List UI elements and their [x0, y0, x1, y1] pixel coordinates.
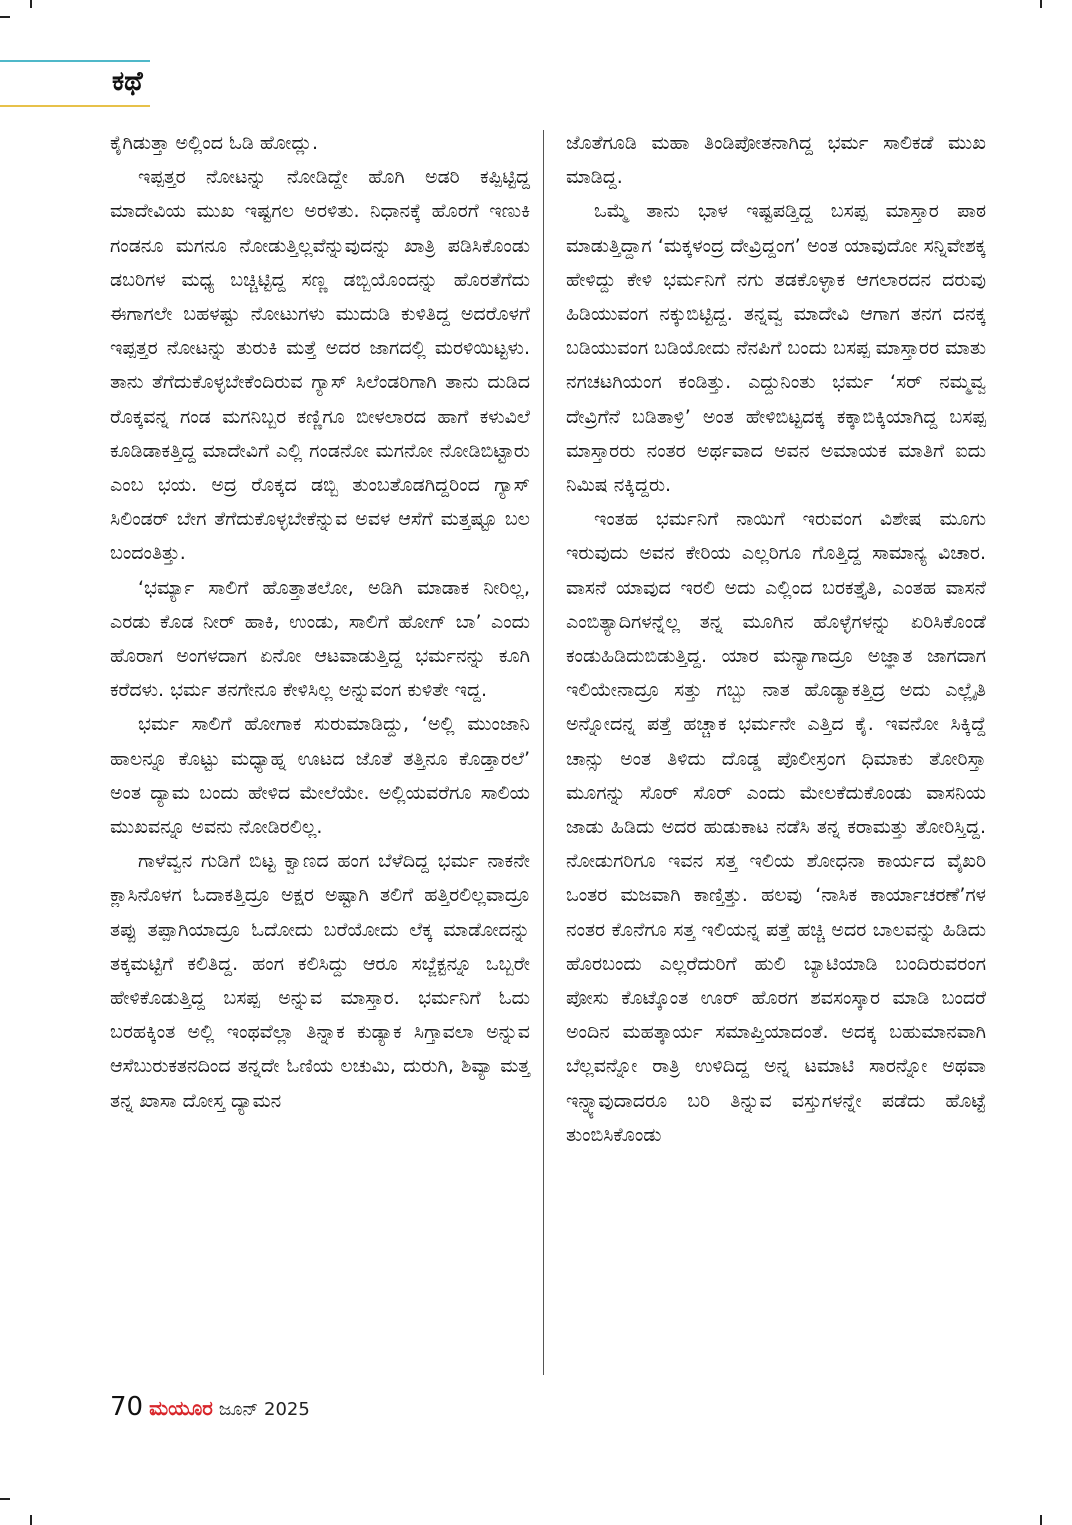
paragraph: ಇಂತಹ ಭರ್ಮನಿಗೆ ನಾಯಿಗೆ ಇರುವಂಗ ವಿಶೇಷ ಮೂಗು ಇರುವುದು ಅವನ ಕೇರಿಯ ಎಲ್ಲರಿಗೂ ಗೊತ್ತಿದ್ದ ಸಾಮಾನ್ಯ ವಿಚಾರ. ವಾಸನೆ ಯಾವುದ ಇರಲಿ ಅದು ಎಲ್ಲಿಂದ ಬರಕತ್ತೈತಿ, ಎಂತಹ ವಾಸನೆ ಎಂಬಿತ್ಯಾದಿಗಳನ್ನೆಲ್ಲ ತನ್ನ ಮೂಗಿನ ಹೊಳ್ಳೆಗಳನ್ನು ಏರಿಸಿಕೊಂಡೆ ಕಂಡುಹಿಡಿದುಬಿಡುತ್ತಿದ್ದ. ಯಾರ ಮನ್ಯಾಗಾದ್ರೂ ಅಜ್ಞಾತ ಜಾಗದಾಗ ಇಲಿಯೇನಾದ್ರೂ ಸತ್ತು ಗಬ್ಬು ನಾತ ಹೊಡ್ಯಾಕತ್ತಿದ್ರ ಅದು ಎಲ್ಲೈತಿ ಅನ್ನೋದನ್ನ ಪತ್ತೆ ಹಚ್ಚಾಕ ಭರ್ಮನೇ ಎತ್ತಿದ ಕೈ. ಇವನೋ ಸಿಕ್ಕಿದ್ದೆ ಚಾನ್ಸು ಅಂತ ತಿಳಿದು ದೊಡ್ಡ ಪೊಲೀಸ್ರಂಗ ಧಿಮಾಕು ತೋರಿಸ್ತಾ ಮೂಗನ್ನು ಸೊರ್ ಸೊರ್ ಎಂದು ಮೇಲಕೆದುಕೊಂಡು ವಾಸನಿಯ ಜಾಡು ಹಿಡಿದು ಅದರ ಹುಡುಕಾಟ ನಡೆಸಿ ತನ್ನ ಕರಾಮತ್ತು ತೋರಿಸ್ತಿದ್ದ. ನೋಡುಗರಿಗೂ ಇವನ ಸತ್ತ ಇಲಿಯ ಶೋಧನಾ ಕಾರ್ಯದ ವೈಖರಿ ಒಂತರ ಮಜವಾಗಿ ಕಾಣ್ತಿತ್ತು. ಹಲವು ‘ನಾಸಿಕ ಕಾರ್ಯಾಚರಣೆ’ಗಳ ನಂತರ ಕೊನೆಗೂ ಸತ್ತ ಇಲಿಯನ್ನ ಪತ್ತೆ ಹಚ್ಚಿ ಅದರ ಬಾಲವನ್ನು ಹಿಡಿದು ಹೊರಬಂದು ಎಲ್ಲರೆದುರಿಗೆ ಹುಲಿ ಬ್ಯಾಟಿಯಾಡಿ ಬಂದಿರುವರಂಗ ಪೋಸು ಕೊಟ್ಕೊಂತ ಊರ್ ಹೊರಗ ಶವಸಂಸ್ಕಾರ ಮಾಡಿ ಬಂದರೆ ಅಂದಿನ ಮಹತ್ಕಾರ್ಯ ಸಮಾಪ್ತಿಯಾದಂತೆ. ಅದಕ್ಕ ಬಹುಮಾನವಾಗಿ ಬೆಲ್ಲವನ್ನೋ ರಾತ್ರಿ ಉಳಿದಿದ್ದ ಅನ್ನ ಟಮಾಟಿ ಸಾರನ್ನೋ ಅಥವಾ ಇನ್ನ್ಯಾವುದಾದರೂ ಬರಿ ತಿನ್ನುವ ವಸ್ತುಗಳನ್ನೇ ಪಡೆದು ಹೊಟ್ಟೆ ತುಂಬಿಸಿಕೊಂಡು [566, 508, 986, 1146]
magazine-logo: ಮಯೂರ [149, 1396, 213, 1420]
paragraph: ಕೈಗಿಡುತ್ತಾ ಅಲ್ಲಿಂದ ಓಡಿ ಹೋದ್ಲು. [110, 132, 319, 154]
paragraph: ಜೊತೆಗೂಡಿ ಮಹಾ ತಿಂಡಿಪೋತನಾಗಿದ್ದ ಭರ್ಮ ಸಾಲಿಕಡೆ ಮುಖ ಮಾಡಿದ್ದ. [566, 132, 986, 189]
paragraph: ‘ಭರ್ಮ್ಯಾ ಸಾಲಿಗೆ ಹೊತ್ತಾತಲೋ, ಅಡಿಗಿ ಮಾಡಾಕ ನೀರಿಲ್ಲ, ಎರಡು ಕೊಡ ನೀರ್ ಹಾಕಿ, ಉಂಡು, ಸಾಲಿಗೆ ಹೋಗ್ ಬಾ’ ಎಂದು ಹೊರಾಗ ಅಂಗಳದಾಗ ಏನೋ ಆಟವಾಡುತ್ತಿದ್ದ ಭರ್ಮನನ್ನು ಕೂಗಿ ಕರೆದಳು. ಭರ್ಮ ತನಗೇನೂ ಕೇಳಿಸಿಲ್ಲ ಅನ್ನುವಂಗ ಕುಳಿತೇ ಇದ್ದ. [110, 576, 530, 702]
paragraph: ಇಪ್ಪತ್ತರ ನೋಟನ್ನು ನೋಡಿದ್ದೇ ಹೊಗಿ ಅಡರಿ ಕಪ್ಪಿಟ್ಟಿದ್ದ ಮಾದೇವಿಯ ಮುಖ ಇಷ್ಟಗಲ ಅರಳಿತು. ನಿಧಾನಕ್ಕೆ ಹೊರಗೆ ಇಣುಕಿ ಗಂಡನೂ ಮಗನೂ ನೋಡುತ್ತಿಲ್ಲವೆನ್ನುವುದನ್ನು ಖಾತ್ರಿ ಪಡಿಸಿಕೊಂಡು ಡಬರಿಗಳ ಮಧ್ಯ ಬಚ್ಚಿಟ್ಟಿದ್ದ ಸಣ್ಣ ಡಬ್ಬಿಯೊಂದನ್ನು ಹೊರತೆಗೆದು ಈಗಾಗಲೇ ಬಹಳಷ್ಟು ನೋಟುಗಳು ಮುದುಡಿ ಕುಳಿತಿದ್ದ ಅದರೊಳಗೆ ಇಪ್ಪತ್ತರ ನೋಟನ್ನು ತುರುಕಿ ಮತ್ತೆ ಅದರ ಜಾಗದಲ್ಲಿ ಮರಳಿಯಿಟ್ಟಳು. ತಾನು ತೆಗೆದುಕೊಳ್ಳಬೇಕೆಂದಿರುವ ಗ್ಯಾಸ್ ಸಿಲೆಂಡರಿಗಾಗಿ ತಾನು ದುಡಿದ ರೊಕ್ಕವನ್ನ ಗಂಡ ಮಗನಿಬ್ಬರ ಕಣ್ಣಿಗೂ ಬೀಳಲಾರದ ಹಾಗೆ ಕಳುವಿಲೆ ಕೂಡಿಡಾಕತ್ತಿದ್ದ ಮಾದೇವಿಗೆ ಎಲ್ಲಿ ಗಂಡನೋ ಮಗನೋ ನೋಡಿಬಿಟ್ಟಾರು ಎಂಬ ಭಯ. ಅದ್ರ ರೊಕ್ಕದ ಡಬ್ಬಿ ತುಂಬತೊಡಗಿದ್ದರಿಂದ ಗ್ಯಾಸ್ ಸಿಲಿಂಡರ್ ಬೇಗ ತೆಗೆದುಕೊಳ್ಳಬೇಕೆನ್ನುವ ಅವಳ ಆಸೆಗೆ ಮತ್ತಷ್ಟೂ ಬಲ ಬಂದಂತಿತ್ತು. [110, 166, 530, 565]
paragraph: ಗಾಳೆವ್ವನ ಗುಡಿಗೆ ಬಿಟ್ಟ ಕ್ವಾಣದ ಹಂಗ ಬೆಳೆದಿದ್ದ ಭರ್ಮ ನಾಕನೇ ಕ್ಲಾಸಿನೊಳಗ ಓದಾಕತ್ತಿದ್ರೂ ಅಕ್ಷರ ಅಷ್ಟಾಗಿ ತಲಿಗೆ ಹತ್ತಿರಲಿಲ್ಲವಾದ್ರೂ ತಪ್ಪು ತಪ್ಪಾಗಿಯಾದ್ರೂ ಓದೋದು ಬರೆಯೋದು ಲೆಕ್ಕ ಮಾಡೋದನ್ನು ತಕ್ಕಮಟ್ಟಿಗೆ ಕಲಿತಿದ್ದ. ಹಂಗ ಕಲಿಸಿದ್ದು ಆರೂ ಸಬ್ಜೆಕ್ಟನ್ನೂ ಒಬ್ಬರೇ ಹೇಳಿಕೊಡುತ್ತಿದ್ದ ಬಸಪ್ಪ ಅನ್ನುವ ಮಾಸ್ತಾರ. ಭರ್ಮನಿಗೆ ಓದು ಬರಹಕ್ಕಿಂತ ಅಲ್ಲಿ ಇಂಥವೆಲ್ಲಾ ತಿನ್ನಾಕ ಕುಡ್ಯಾಕ ಸಿಗ್ತಾವಲಾ ಅನ್ನುವ ಆಸೆಬುರುಕತನದಿಂದ ತನ್ನದೇ ಓಣಿಯ ಲಚುಮಿ, ದುರುಗಿ, ಶಿವ್ಯಾ ಮತ್ತ ತನ್ನ ಖಾಸಾ ದೋಸ್ತ ದ್ಯಾಮನ [110, 850, 530, 1112]
page-number: 70 [110, 1392, 144, 1422]
section-rule-teal [0, 60, 150, 62]
left-column [110, 126, 530, 1118]
crop-mark [1040, 0, 1042, 8]
crop-mark [1040, 1515, 1042, 1525]
crop-mark [30, 0, 32, 8]
section-title: ಕಥೆ [112, 66, 143, 97]
crop-mark [0, 1498, 10, 1500]
crop-mark [30, 1515, 32, 1525]
section-rule-gold [0, 105, 150, 107]
column-divider [543, 130, 544, 1375]
page-footer [110, 1392, 310, 1432]
crop-mark [0, 16, 10, 18]
paragraph: ಒಮ್ಮೆ ತಾನು ಭಾಳ ಇಷ್ಟಪಡ್ತಿದ್ದ ಬಸಪ್ಪ ಮಾಸ್ತಾರ ಪಾಠ ಮಾಡುತ್ತಿದ್ದಾಗ ‘ಮಕ್ಕಳಂದ್ರ ದೇವ್ರಿದ್ದಂಗ’ ಅಂತ ಯಾವುದೋ ಸನ್ನಿವೇಶಕ್ಕ ಹೇಳಿದ್ದು ಕೇಳಿ ಭರ್ಮನಿಗೆ ನಗು ತಡಕೊಳ್ಳಾಕ ಆಗಲಾರದನ ದರುವು ಹಿಡಿಯುವಂಗ ನಕ್ಕುಬಿಟ್ಟಿದ್ದ. ತನ್ನವ್ವ ಮಾದೇವಿ ಆಗಾಗ ತನಗ ದನಕ್ಕ ಬಡಿಯುವಂಗ ಬಡಿಯೋದು ನೆನಪಿಗೆ ಬಂದು ಬಸಪ್ಪ ಮಾಸ್ತಾರರ ಮಾತು ನಗಚಟಗಿಯಂಗ ಕಂಡಿತ್ತು. ಎದ್ದುನಿಂತು ಭರ್ಮ ‘ಸರ್ ನಮ್ಮವ್ವ ದೇವ್ರಿಗೆನೆ ಬಡಿತಾಳ್ರಿ’ ಅಂತ ಹೇಳಿಬಿಟ್ಟದಕ್ಕ ಕಕ್ಕಾಬಿಕ್ಕಿಯಾಗಿದ್ದ ಬಸಪ್ಪ ಮಾಸ್ತಾರರು ನಂತರ ಅರ್ಥವಾದ ಅವನ ಅಮಾಯಕ ಮಾತಿಗೆ ಐದು ನಿಮಿಷ ನಕ್ಕಿದ್ದರು. [566, 200, 986, 497]
paragraph: ಭರ್ಮ ಸಾಲಿಗೆ ಹೋಗಾಕ ಸುರುಮಾಡಿದ್ದು, ‘ಅಲ್ಲಿ ಮುಂಜಾನಿ ಹಾಲನ್ನೂ ಕೊಟ್ಟು ಮಧ್ಯಾಹ್ನ ಊಟದ ಜೊತೆ ತತ್ತಿನೂ ಕೊಡ್ತಾರಲೆ’ ಅಂತ ದ್ಯಾಮ ಬಂದು ಹೇಳಿದ ಮೇಲೆಯೇ. ಅಲ್ಲಿಯವರೆಗೂ ಸಾಲಿಯ ಮುಖವನ್ನೂ ಅವನು ನೋಡಿರಲಿಲ್ಲ. [110, 713, 530, 839]
issue-date: ಜೂನ್ 2025 [218, 1399, 310, 1420]
right-column [566, 126, 986, 1152]
